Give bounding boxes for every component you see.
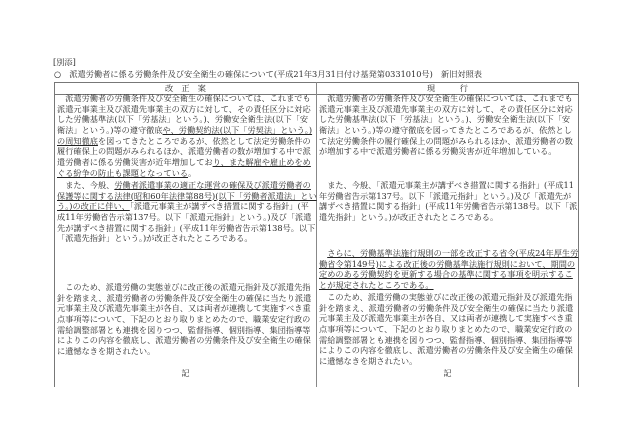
text-line (57, 168, 312, 179)
text-line (57, 282, 311, 293)
header-revised: 改 正 案 (165, 83, 206, 93)
text-line (319, 212, 577, 223)
text-segment: によりこの内容を徹底し、派遣労働者の労働条件及び安全衛生の確保 (57, 335, 311, 346)
ki-label-right: 記 (443, 368, 452, 378)
text-line (319, 104, 573, 115)
text-segment: 派遣元事業主及び派遣先事業主の双方に対して、その責任区分に対応 (319, 103, 573, 114)
text-segment: 需給調整部署とも連携を図りつつ、監督指導、個別指導、集団指導等 (319, 334, 573, 345)
text-segment: した労働基準法(以下「労基法」という。)、労働安全衛生法(以下「安 (57, 114, 309, 125)
text-line (57, 293, 311, 304)
text-segment: 履行確保上の問題がみられるほか、派遣労働者の数が増加する中で派 (57, 146, 311, 157)
text-segment: 点事項等について、下記のとおり取りまとめたので、職業安定行政の (57, 314, 311, 325)
comparison-table (54, 82, 579, 387)
text-segment: 派遣労働者の労働条件及び安全衛生の確保については、これまでも (319, 93, 573, 103)
text-line (319, 136, 573, 147)
text-segment: 「派遣先指針」という。)が改正されたところである。 (57, 233, 253, 244)
underlined-text: り、また解雇や雇止めをめ (212, 157, 311, 168)
text-line (319, 269, 578, 280)
text-segment (319, 248, 327, 258)
text-line (319, 303, 573, 314)
text-line (319, 93, 573, 104)
text-line (57, 114, 312, 125)
text-segment: 元事業主及び派遣先事業主が各自、又は両者が連携して実施すべき重 (57, 303, 311, 314)
text-line (319, 280, 578, 291)
text-line (319, 324, 573, 335)
text-segment: 衛法」という。)等の遵守徹底を図ってきたところであるが、依然とし (319, 125, 572, 136)
text-line (319, 201, 577, 212)
left-paragraph-1 (57, 93, 312, 179)
text-line (319, 180, 577, 191)
underlined-text: や、労働契約法(以下「労契法」という。) (162, 125, 313, 136)
header-current: 現 行 (427, 83, 468, 93)
underlined-text: とが規定されたところである。 (319, 280, 434, 291)
text-segment: 衛法」という。)等の遵守徹底 (57, 125, 163, 136)
text-segment: 先が講ずべき措置に関する指針」(平成11年労働省告示第138号。以下 (57, 222, 316, 233)
text-line (57, 157, 312, 168)
text-segment: によりこの内容を徹底し、派遣労働者の労働条件及び安全衛生の確保 (319, 345, 573, 356)
right-paragraph-1 (319, 93, 573, 157)
text-segment: 針を踏まえ、派遣労働者の労働条件及び安全衛生の確保に当たり派遣 (319, 302, 574, 313)
underlined-text: の周知徹底 (57, 135, 98, 146)
text-line (319, 125, 573, 136)
text-segment: 派遣労働者の労働条件及び安全衛生の確保については、これまでも (57, 93, 311, 103)
text-line (57, 314, 311, 325)
text-line (319, 259, 578, 270)
underlined-text: う。)の改正に伴い、 (57, 201, 130, 212)
text-line (57, 125, 312, 136)
text-line (319, 114, 573, 125)
text-segment: 派遣元事業主及び派遣先事業主の双方に対して、その責任区分に対応 (57, 103, 311, 114)
text-segment: 。 (188, 167, 197, 178)
text-segment: した労働基準法(以下「労基法」という。)、労働安全衛生法(以下「安 (319, 114, 571, 125)
ki-label-left: 記 (181, 368, 190, 378)
text-line (57, 180, 317, 191)
text-line (319, 248, 578, 259)
text-line (319, 292, 573, 303)
text-segment: 「派遣元事業主が講ずべき措置に関する指針」(平 (129, 201, 309, 212)
text-segment: を図ってきたところであるが、依然として法定労働条件の (97, 135, 311, 146)
text-segment: 需給調整部署とも連携を図りつつ、監督指導、個別指導、集団指導等 (57, 324, 311, 335)
text-line (319, 335, 573, 346)
text-segment: 元事業主及び派遣先事業主が各自、又は両者が連携して実施すべき重 (319, 313, 573, 324)
text-segment: 針を踏まえ、派遣労働者の労働条件及び安全衛生の確保に当たり派遣 (57, 292, 312, 303)
text-line (319, 356, 573, 367)
attachment-label: [別添] (53, 57, 76, 67)
text-segment: また、今般、「派遣元事業主が講ずべき措置に関する指針」(平成11 (319, 180, 574, 190)
text-segment: 成11年労働省告示第137号。以下「派遣元指針」という。)及び「派遣 (57, 212, 312, 223)
underlined-text: さらに、労働基準法施行規則の一部を改正する省令(平成24年厚生労 (327, 248, 579, 258)
text-segment: 遣先指針」という。)が改正されたところである。 (319, 212, 499, 223)
text-line (57, 201, 317, 212)
underlined-text: 働省令第149号)による改正後の労働基準法施行規則において、期間の (319, 258, 576, 269)
document-title: ○ 派遣労働者に係る労働条件及び安全衛生の確保について(平成21年3月31日付け基発第0331010号) 新旧対照表 (54, 69, 482, 79)
text-line (57, 136, 312, 147)
underlined-text: ぐる紛争の防止も課題となっている (57, 167, 189, 178)
text-segment: このため、派遣労働の実態並びに改正後の派遣元指針及び派遣先指 (319, 292, 573, 302)
underlined-text: 定めのある労働契約を更新する場合の基準に関する事項を明示するこ (319, 269, 573, 280)
text-line (319, 191, 577, 202)
text-segment: に遺憾なきを期されたい。 (319, 356, 418, 367)
text-line (57, 303, 311, 314)
text-line (319, 146, 573, 157)
text-segment: に遺憾なきを期されたい。 (57, 346, 156, 357)
right-paragraph-2 (319, 180, 577, 223)
text-line (319, 313, 573, 324)
text-line (57, 346, 311, 357)
text-segment: このため、派遣労働の実態並びに改正後の派遣元指針及び派遣先指 (57, 282, 311, 292)
text-segment: 年労働省告示第137号。以下「派遣元指針」という。)及び「派遣先が (319, 190, 572, 201)
text-line (57, 335, 311, 346)
text-line (57, 191, 317, 202)
text-line (57, 212, 317, 223)
text-line (57, 104, 312, 115)
underlined-text: 労働者派遣事業の適正な運営の確保及び派遣労働者の (114, 180, 311, 190)
text-line (57, 146, 312, 157)
text-line (57, 93, 312, 104)
text-line (319, 345, 573, 356)
text-segment: また、今般、 (57, 180, 115, 190)
left-paragraph-3 (57, 282, 311, 357)
text-segment: て法定労働条件の履行確保上の問題がみられるほか、派遣労働者の数 (319, 135, 573, 146)
text-segment: 点事項等について、下記のとおり取りまとめたので、職業安定行政の (319, 324, 573, 335)
right-paragraph-3 (319, 248, 578, 291)
right-paragraph-4 (319, 292, 573, 367)
text-segment: 講ずべき措置に関する指針」(平成11年労働省告示第138号。以下「派 (319, 201, 578, 212)
text-segment: 遣労働者に係る労働災害が近年増加してお (57, 157, 213, 168)
left-paragraph-2 (57, 180, 317, 244)
text-line (57, 325, 311, 336)
text-line (57, 233, 317, 244)
underlined-text: 保護等に関する法律(昭和60年法律第88号)(以下「労働者派遣法」とい (57, 190, 317, 201)
text-segment: が増加する中で派遣労働者に係る労働災害が近年増加している。 (319, 146, 557, 157)
text-line (57, 223, 317, 234)
